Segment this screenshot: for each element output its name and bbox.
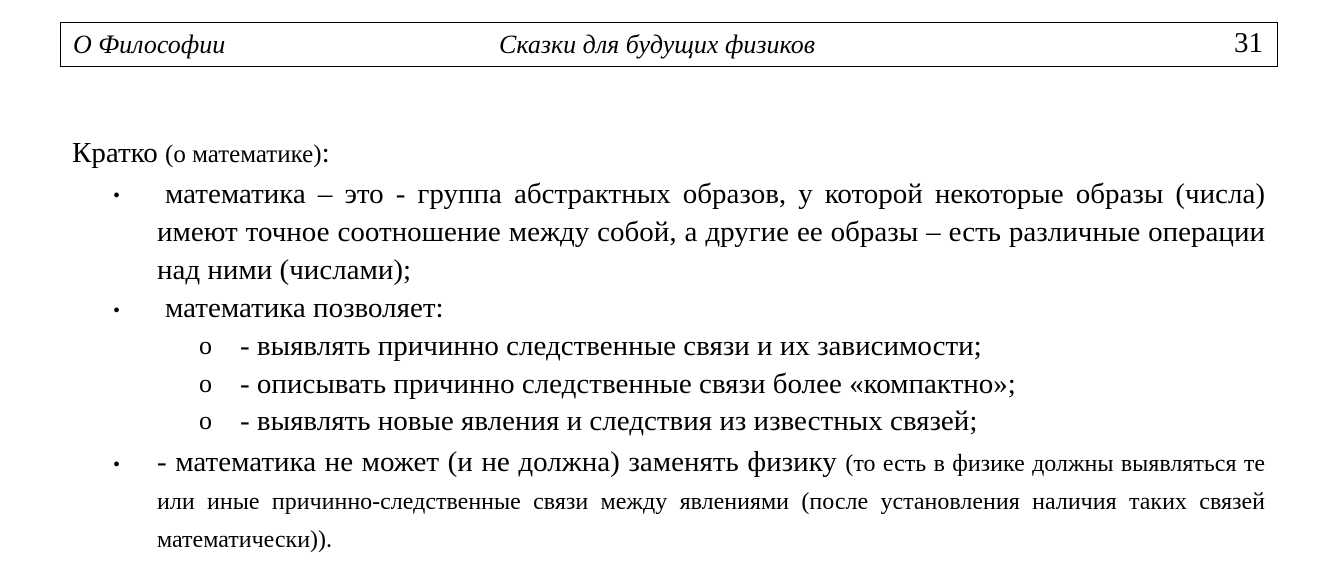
bullet-3-main: - математика не может (и не должна) заменять физику — [157, 446, 846, 478]
intro-paren: (о математике) — [165, 141, 322, 168]
bullet-2-text: математика позволяет: — [165, 292, 444, 324]
header-book-title: Сказки для будущих физиков — [499, 30, 816, 59]
subitem-2-text: - описывать причинно следственные связи более «компактно»; — [240, 368, 1016, 400]
bullet-marker: • — [113, 185, 121, 207]
bullet-3-note: (то есть в физике должны выявляться те или иные причинно-следственные связи между явлениями (после установления наличия таких связей математически)). — [157, 451, 1265, 553]
bullet-3-text — [157, 444, 1265, 558]
header-section-title: О Философии — [73, 30, 226, 59]
bullet-1-text — [157, 175, 1265, 289]
subitem-3-text: - выявлять новые явления и следствия из известных связей; — [240, 405, 978, 437]
intro-line — [72, 136, 330, 172]
bullet-marker: • — [113, 300, 121, 322]
subitem-marker: o — [199, 406, 212, 435]
subitem-marker: o — [199, 331, 212, 360]
bullet-1-content: математика – это - группа абстрактных образов, у которой некоторые образы (числа) имеют точное соотношение между собой, а другие ее образы – есть различные операции над ними (числами); — [157, 178, 1265, 286]
page-number: 31 — [1234, 27, 1263, 59]
intro-colon: : — [321, 137, 330, 169]
subitem-marker: o — [199, 369, 212, 398]
intro-main: Кратко — [72, 137, 166, 169]
subitem-1-text: - выявлять причинно следственные связи и их зависимости; — [240, 330, 982, 362]
bullet-marker: • — [113, 454, 121, 476]
